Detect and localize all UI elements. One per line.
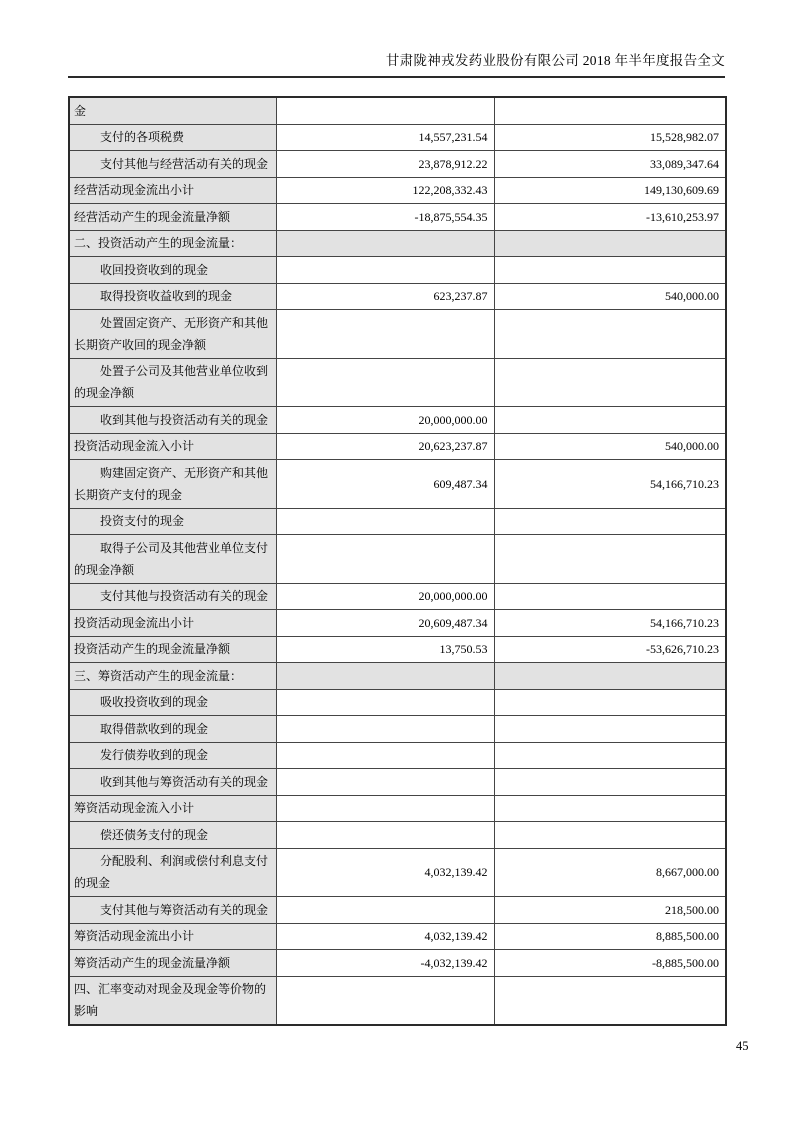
cash-flow-table-body (69, 97, 726, 1025)
table-row (69, 923, 726, 950)
current-period-value: 23,878,912.22 (276, 151, 494, 178)
current-period-value: 623,237.87 (276, 283, 494, 310)
prior-period-value (494, 742, 726, 769)
prior-period-value (494, 97, 726, 124)
current-period-value (276, 769, 494, 796)
row-label: 偿还债务支付的现金 (69, 822, 276, 849)
row-label: 收回投资收到的现金 (69, 257, 276, 284)
current-period-value (276, 535, 494, 584)
row-label: 支付的各项税费 (69, 124, 276, 151)
current-period-value (276, 97, 494, 124)
row-label: 支付其他与筹资活动有关的现金 (69, 897, 276, 924)
table-row (69, 230, 726, 257)
prior-period-value (494, 663, 726, 690)
current-period-value (276, 257, 494, 284)
current-period-value (276, 795, 494, 822)
current-period-value (276, 358, 494, 407)
row-label: 支付其他与投资活动有关的现金 (69, 583, 276, 610)
row-label: 投资活动产生的现金流量净额 (69, 636, 276, 663)
prior-period-value: 149,130,609.69 (494, 177, 726, 204)
prior-period-value (494, 689, 726, 716)
table-row (69, 822, 726, 849)
table-row (69, 460, 726, 509)
row-label: 三、筹资活动产生的现金流量： (69, 663, 276, 690)
current-period-value: -4,032,139.42 (276, 950, 494, 977)
row-label: 处置子公司及其他营业单位收到的现金净额 (69, 358, 276, 407)
prior-period-value: -53,626,710.23 (494, 636, 726, 663)
prior-period-value (494, 716, 726, 743)
current-period-value (276, 976, 494, 1025)
table-row (69, 97, 726, 124)
current-period-value: 4,032,139.42 (276, 923, 494, 950)
current-period-value (276, 663, 494, 690)
row-label: 四、汇率变动对现金及现金等价物的影响 (69, 976, 276, 1025)
table-row (69, 358, 726, 407)
table-row (69, 716, 726, 743)
row-label: 经营活动现金流出小计 (69, 177, 276, 204)
row-label: 收到其他与筹资活动有关的现金 (69, 769, 276, 796)
table-row (69, 583, 726, 610)
row-label: 投资活动现金流出小计 (69, 610, 276, 637)
cash-flow-table (68, 96, 727, 1026)
row-label: 投资支付的现金 (69, 508, 276, 535)
row-label: 金 (69, 97, 276, 124)
current-period-value (276, 310, 494, 359)
row-label: 取得投资收益收到的现金 (69, 283, 276, 310)
table-row (69, 848, 726, 897)
current-period-value (276, 897, 494, 924)
prior-period-value: 33,089,347.64 (494, 151, 726, 178)
prior-period-value: 8,885,500.00 (494, 923, 726, 950)
prior-period-value (494, 310, 726, 359)
row-label: 分配股利、利润或偿付利息支付的现金 (69, 848, 276, 897)
current-period-value: -18,875,554.35 (276, 204, 494, 231)
current-period-value: 609,487.34 (276, 460, 494, 509)
table-row (69, 950, 726, 977)
current-period-value: 20,000,000.00 (276, 407, 494, 434)
table-row (69, 795, 726, 822)
row-label: 取得借款收到的现金 (69, 716, 276, 743)
prior-period-value (494, 535, 726, 584)
prior-period-value (494, 508, 726, 535)
row-label: 支付其他与经营活动有关的现金 (69, 151, 276, 178)
row-label: 处置固定资产、无形资产和其他长期资产收回的现金净额 (69, 310, 276, 359)
prior-period-value (494, 822, 726, 849)
current-period-value (276, 230, 494, 257)
prior-period-value: 8,667,000.00 (494, 848, 726, 897)
current-period-value: 4,032,139.42 (276, 848, 494, 897)
table-row (69, 433, 726, 460)
current-period-value (276, 822, 494, 849)
table-row (69, 897, 726, 924)
row-label: 购建固定资产、无形资产和其他长期资产支付的现金 (69, 460, 276, 509)
current-period-value (276, 716, 494, 743)
table-row (69, 124, 726, 151)
current-period-value: 13,750.53 (276, 636, 494, 663)
row-label: 吸收投资收到的现金 (69, 689, 276, 716)
prior-period-value (494, 257, 726, 284)
prior-period-value: 540,000.00 (494, 283, 726, 310)
row-label: 发行债券收到的现金 (69, 742, 276, 769)
row-label: 收到其他与投资活动有关的现金 (69, 407, 276, 434)
current-period-value: 20,623,237.87 (276, 433, 494, 460)
table-row (69, 689, 726, 716)
table-row (69, 610, 726, 637)
table-row (69, 283, 726, 310)
prior-period-value (494, 769, 726, 796)
table-row (69, 742, 726, 769)
prior-period-value: 15,528,982.07 (494, 124, 726, 151)
current-period-value (276, 742, 494, 769)
prior-period-value: 54,166,710.23 (494, 460, 726, 509)
current-period-value: 122,208,332.43 (276, 177, 494, 204)
prior-period-value: 54,166,710.23 (494, 610, 726, 637)
table-row (69, 407, 726, 434)
prior-period-value: 540,000.00 (494, 433, 726, 460)
prior-period-value (494, 358, 726, 407)
table-row (69, 535, 726, 584)
current-period-value: 20,000,000.00 (276, 583, 494, 610)
prior-period-value (494, 583, 726, 610)
row-label: 投资活动现金流入小计 (69, 433, 276, 460)
prior-period-value: -13,610,253.97 (494, 204, 726, 231)
table-row (69, 636, 726, 663)
prior-period-value (494, 795, 726, 822)
current-period-value: 20,609,487.34 (276, 610, 494, 637)
report-header: 甘肃陇神戎发药业股份有限公司 2018 年半年度报告全文 (68, 52, 725, 78)
current-period-value (276, 689, 494, 716)
prior-period-value: 218,500.00 (494, 897, 726, 924)
table-row (69, 769, 726, 796)
prior-period-value (494, 230, 726, 257)
table-row (69, 204, 726, 231)
row-label: 筹资活动现金流入小计 (69, 795, 276, 822)
prior-period-value: -8,885,500.00 (494, 950, 726, 977)
current-period-value (276, 508, 494, 535)
table-row (69, 310, 726, 359)
prior-period-value (494, 976, 726, 1025)
table-row (69, 177, 726, 204)
prior-period-value (494, 407, 726, 434)
table-row (69, 663, 726, 690)
row-label: 筹资活动现金流出小计 (69, 923, 276, 950)
row-label: 取得子公司及其他营业单位支付的现金净额 (69, 535, 276, 584)
table-row (69, 508, 726, 535)
row-label: 二、投资活动产生的现金流量： (69, 230, 276, 257)
row-label: 筹资活动产生的现金流量净额 (69, 950, 276, 977)
table-row (69, 257, 726, 284)
table-row (69, 976, 726, 1025)
page-number: 45 (736, 1039, 749, 1053)
table-row (69, 151, 726, 178)
row-label: 经营活动产生的现金流量净额 (69, 204, 276, 231)
current-period-value: 14,557,231.54 (276, 124, 494, 151)
